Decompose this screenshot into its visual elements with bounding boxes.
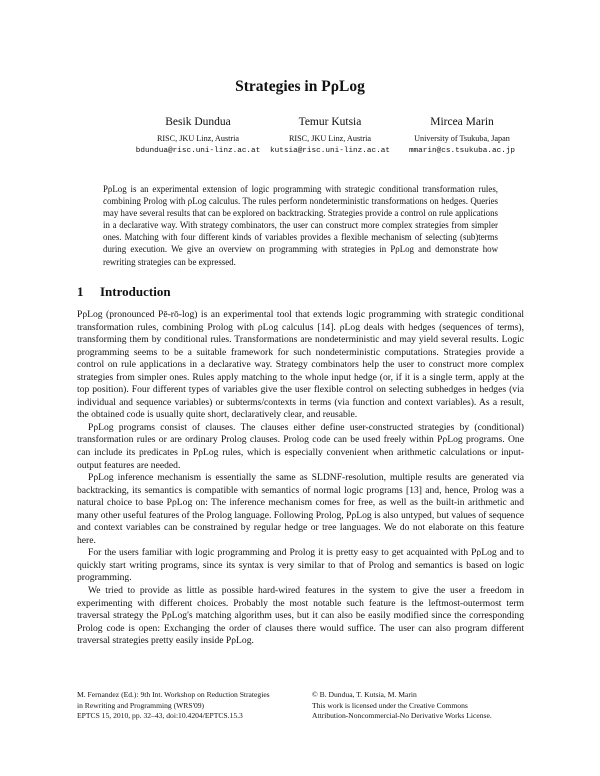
abstract: PρLog is an experimental extension of logic programming with strategic conditional transformation rules, combining Prolog with ρLog calculus. The rules perform nondeterministic transformations on hedges. Queries may have several results that can be explored on backtracking. Strategies provide a control on rule applications in a declarative way. With strategy combinators, the user can construct more complex strategies from simpler ones. Matching with four different kinds of variables provides a flexible mechanism of selecting (sub)terms during execution. We give an overview on programming with strategies in PρLog and demonstrate how rewriting strategies can be expressed. (103, 184, 498, 267)
author-affiliation: RISC, JKU Linz, Austria (288, 134, 372, 143)
author-block (362, 116, 562, 155)
paragraph: For the users familiar with logic programming and Prolog it is pretty easy to get acquainted with PρLog and to quickly start writing programs, since its syntax is very similar to that of Prolog and semantics is based on logic programming. (77, 547, 524, 584)
section-number: 1 (77, 284, 84, 299)
paragraph: We tried to provide as little as possible hard-wired features in the system to give the user a freedom in experimenting with different choices. Probably the most notable such feature is the leftmost-outermost term traversal strategy the PρLog's matching algorithm uses, but it can also be easily modified since the corresponding Prolog code is open: Exchanging the order of clauses there would suffice. The user can also program different traversal strategies pretty easily inside PρLog. (77, 585, 524, 647)
footer-line: Attribution-Noncommercial-No Derivative Works License. (312, 711, 492, 721)
section-body (77, 309, 524, 648)
footer-citation (77, 690, 302, 722)
footer-line: in Rewriting and Programming (WRS'09) (77, 700, 205, 710)
paper-title: Strategies in PρLog (235, 78, 365, 95)
author-affiliation: RISC, JKU Linz, Austria (156, 134, 240, 143)
author-email: mmarin@cs.tsukuba.ac.jp (408, 147, 516, 155)
author-email: kutsia@risc.uni-linz.ac.at (270, 147, 390, 155)
author-email: bdundua@risc.uni-linz.ac.at (135, 147, 261, 155)
footer-line: M. Fernandez (Ed.): 9th Int. Workshop on Reduction Strategies (77, 690, 270, 699)
author-name: Besik Dundua (165, 116, 231, 128)
paragraph: PρLog (pronounced Pē-rō-log) is an experimental tool that extends logic programming with strategic conditional transformation rules, combining Prolog with ρLog calculus [14]. ρLog deals with hedges (sequences of terms), transforming them by conditional rules. Transformations are nondeterministic and may yield several results. Logic programming seems to be a suitable framework for such nondeterministic computations. Strategies provide a control on rule applications in a declarative way. Strategy combinators help the user to construct more complex strategies from simpler ones. Rules apply matching to the whole input hedge (or, if it is a single term, apply at the top position). Four different types of variables give the user flexible control on selecting subhedges in hedges (via individual and sequence variables) or subterms/contexts in terms (via function and context variables). As a result, the obtained code is usually quite short, declaratively clear, and reusable. (77, 309, 524, 421)
paragraph: PρLog programs consist of clauses. The clauses either define user-constructed strategies by (conditional) transformation rules or are ordinary Prolog clauses. Prolog code can be used freely within PρLog programs. One can include its predicates in PρLog rules, which is especially convenient when arithmetic calculations or input-output features are needed. (77, 421, 524, 471)
section-heading (77, 284, 171, 300)
author-name: Mircea Marin (430, 116, 494, 128)
author-name: Temur Kutsia (298, 116, 362, 128)
footer-line: EPTCS 15, 2010, pp. 32–43, doi:10.4204/EPTCS.15.3 (77, 711, 243, 721)
footer-line: This work is licensed under the Creative Commons (312, 700, 468, 710)
footer-line: © B. Dundua, T. Kutsia, M. Marin (312, 690, 417, 699)
author-affiliation: University of Tsukuba, Japan (414, 134, 510, 143)
section-title: Introduction (100, 284, 171, 299)
paragraph: PρLog inference mechanism is essentially the same as SLDNF-resolution, multiple results are generated via backtracking, its semantics is compatible with semantics of normal logic programs [13] and, hence, Prolog was a natural choice to base PρLog on: The inference mechanism comes for free, as well as the built-in arithmetic and many other useful features of the Prolog language. Following Prolog, PρLog is also untyped, but values of sequence and context variables can be constrained by regular hedge or tree languages. We do not elaborate on this feature here. (77, 472, 524, 546)
footer-license (312, 690, 527, 722)
